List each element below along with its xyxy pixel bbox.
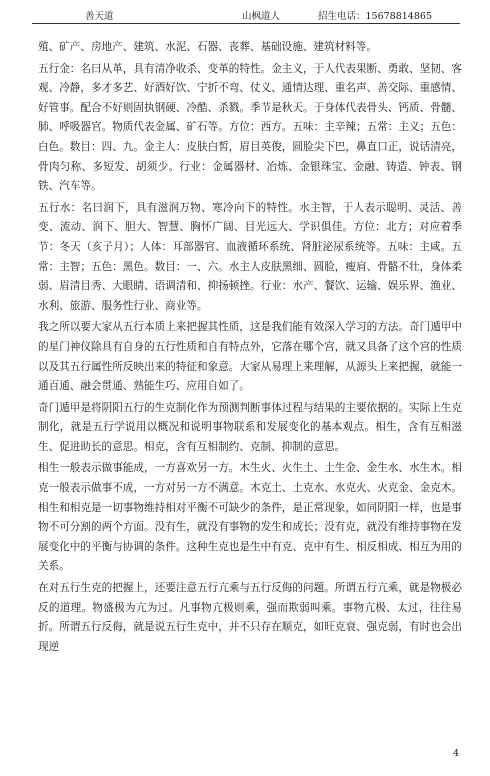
- paragraph-metal: 五行金：名曰从革，具有清净收杀、变革的特性。金主义，于人代表果断、勇敢、坚韧、客观、冷静，多才多艺、好酒好饮、宁折不弯、仗义、通情达理、重名声、善交际、重感情、好管事。配合不好则固执钢硬、冷酷、杀戮。季节是秋天。于身体代表骨头、钙质、骨髓、肺、呼吸器官。物质代表金属、矿石等。方位：西方。五味：主辛辣；五常：主义；五色：白色。数目：四、九。金主人：皮肤白皙，眉目英俊，圆脸尖下巴，鼻直口正，说话清亮，骨肉匀称、多短发、胡须少。行业：金属器材、冶炼、金银珠宝、金融、铸造、钟表、钢铁、汽车等。: [38, 62, 462, 193]
- header-left-title: 善天道: [85, 11, 114, 22]
- page-body: [38, 38, 462, 657]
- paragraph-sheng-ke-detail: 相生一般表示做事能成，一方喜欢另一方。木生火、火生土、土生金、金生水、水生木。相克一般表示做事不成，一方对另一方不满意。木克土、土克水、水克火、火克金、金克木。相生和相克是一切事物维持相对平衡不可缺少的条件，是正常现象，如同阴阳一样，也是事物不可分割的两个方面。没有生，就没有事物的发生和成长；没有克，就没有维持事物在发展变化中的平衡与协调的条件。这种生克也是生中有克、克中有生、相反相成、相互为用的关系。: [38, 462, 462, 573]
- page-header: [32, 7, 460, 24]
- paragraph-kang-cheng: 在对五行生克的把握上，还要注意五行亢乘与五行反侮的问题。所谓五行亢乘，就是物极必反的道理。物盛极为亢为过。凡事物亢极则乘，强而欺弱叫乘。事物亢极、太过，往往易折。所谓五行反侮，就是说五行生克中，并不只存在顺克，如旺克衰、强克弱，有时也会出现逆: [38, 582, 462, 653]
- header-phone: 招生电话：15678814865: [318, 11, 432, 22]
- paragraph-water: 五行水：名曰润下，具有滋润万物、寒冷向下的特性。水主智，于人表示聪明、灵活、善变、流动、润下、胆大、智慧、胸怀广阔、目光远大、学识俱佳。方位：北方；对应着季节：冬天（亥子月）；人体：耳部器官、血液循环系统、肾脏泌尿系统等。五味：主咸。五常：主智；五色：黑色。数目：一、六。水主人皮肤黑细、圆脸，瘦肩、骨骼不壮，身体柔弱、眉清目秀、大眼睛、语调清和、抑扬顿挫。行业：水产、餐饮、运输、娱乐界、渔业、水利、旅游、服务性行业、商业等。: [38, 201, 462, 312]
- paragraph-method: 我之所以要大家从五行本质上来把握其性质，这是我们能有效深入学习的方法。奇门遁甲中的星门神仪除具有自身的五行性质和自有特点外，它落在哪个宫，就又具备了这个宫的性质以及其五行属性所反映出来的特征和象意。大家从易理上来理解，从源头上来把握，就能一通百通、融会贯通、熟能生巧、应用自如了。: [38, 321, 462, 393]
- header-author: 山枫道人: [242, 11, 281, 22]
- page-number: 4: [452, 748, 459, 759]
- paragraph-sheng-ke-intro: 奇门遁甲是将阴阳五行的生克制化作为预测判断事体过程与结果的主要依据的。实际上生克制化，就是五行学说用以概况和说明事物联系和发展变化的基本观点。相生，含有互相滋生、促进助长的意思。相克，含有互相制约、克制、抑制的意思。: [38, 401, 462, 453]
- paragraph-intro-continuation: 殖、矿产、房地产、建筑、水泥、石器、丧葬、基础设施、建筑材料等。: [38, 41, 377, 53]
